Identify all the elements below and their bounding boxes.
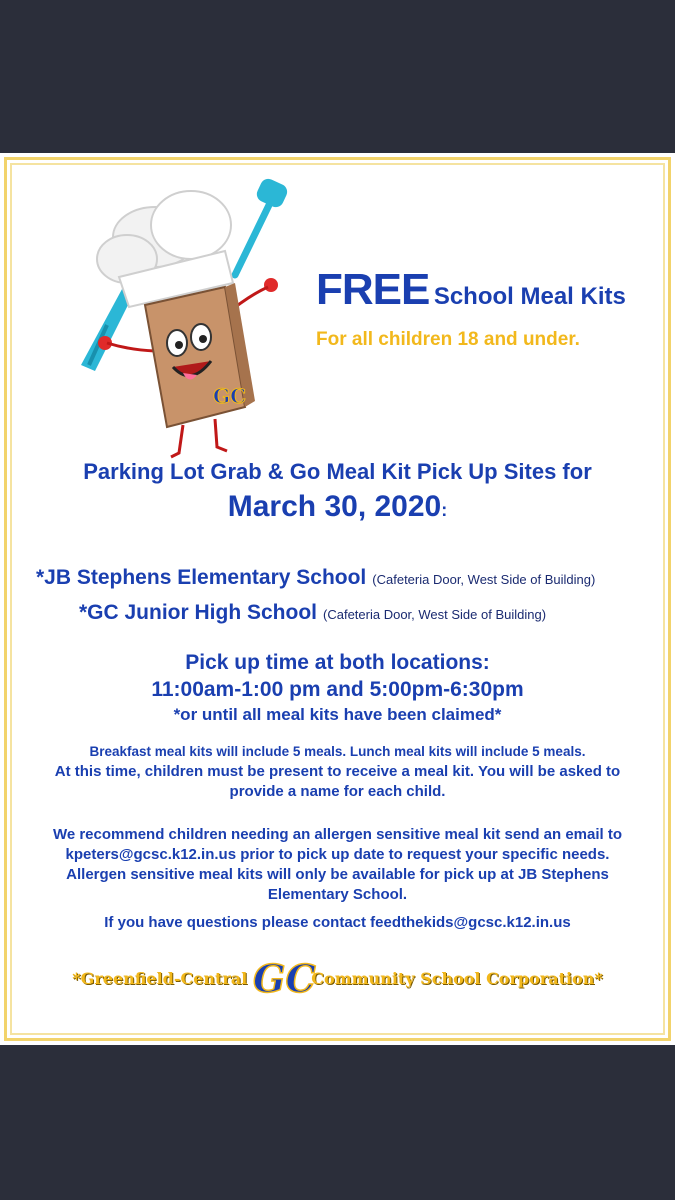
headline-meal-kits: School Meal Kits xyxy=(433,283,626,310)
pickup-title: Parking Lot Grab & Go Meal Kit Pick Up Sites for xyxy=(83,459,592,484)
gc-logo-text: GC xyxy=(253,956,316,1001)
district-footer xyxy=(0,953,675,1003)
allergen-line: Elementary School. xyxy=(267,886,408,903)
bag-gc-label: GC xyxy=(213,384,246,408)
chef-mascot-illustration xyxy=(75,175,290,470)
meal-kit-info xyxy=(0,742,675,802)
fork-icon xyxy=(235,176,290,292)
pickup-date-colon: : xyxy=(441,500,448,520)
allergen-line: We recommend children needing an allergen sensitive meal kit send an email to xyxy=(52,826,623,843)
pickup-date: March 30, 2020 xyxy=(227,490,442,523)
pickup-time-title: Pick up time at both locations: xyxy=(185,651,490,674)
site-name: *JB Stephens Elementary School xyxy=(36,566,367,589)
flyer xyxy=(0,153,675,1045)
pickup-time-note: *or until all meal kits have been claimed* xyxy=(173,705,502,724)
allergen-line: Allergen sensitive meal kits will only be available for pick up at JB Stephens xyxy=(66,866,609,883)
headline-free: FREE xyxy=(316,265,430,314)
headline xyxy=(316,265,626,315)
site-note: (Cafeteria Door, West Side of Building) xyxy=(323,607,547,622)
allergen-info xyxy=(0,825,675,905)
pickup-time-range: 11:00am-1:00 pm and 5:00pm-6:30pm xyxy=(151,678,524,701)
footer-right-text: Community School Corporation* xyxy=(311,968,603,988)
info-line: provide a name for each child. xyxy=(229,783,446,800)
footer-left-text: *Greenfield-Central xyxy=(72,968,248,988)
site-jb-stephens xyxy=(36,566,595,590)
info-line: Breakfast meal kits will include 5 meals. Lunch meal kits will include 5 meals. xyxy=(89,744,586,759)
eligibility-subhead: For all children 18 and under. xyxy=(316,329,580,350)
pickup-date-line xyxy=(0,490,675,524)
site-note: (Cafeteria Door, West Side of Building) xyxy=(372,572,596,587)
contact-line: If you have questions please contact feedthekids@gcsc.k12.in.us xyxy=(104,914,571,931)
site-name: *GC Junior High School xyxy=(79,601,318,624)
gc-logo-icon xyxy=(251,954,316,1002)
allergen-line: kpeters@gcsc.k12.in.us prior to pick up date to request your specific needs. xyxy=(65,846,610,863)
info-line: At this time, children must be present to receive a meal kit. You will be asked to xyxy=(54,763,621,780)
site-gc-junior-high xyxy=(79,601,546,625)
